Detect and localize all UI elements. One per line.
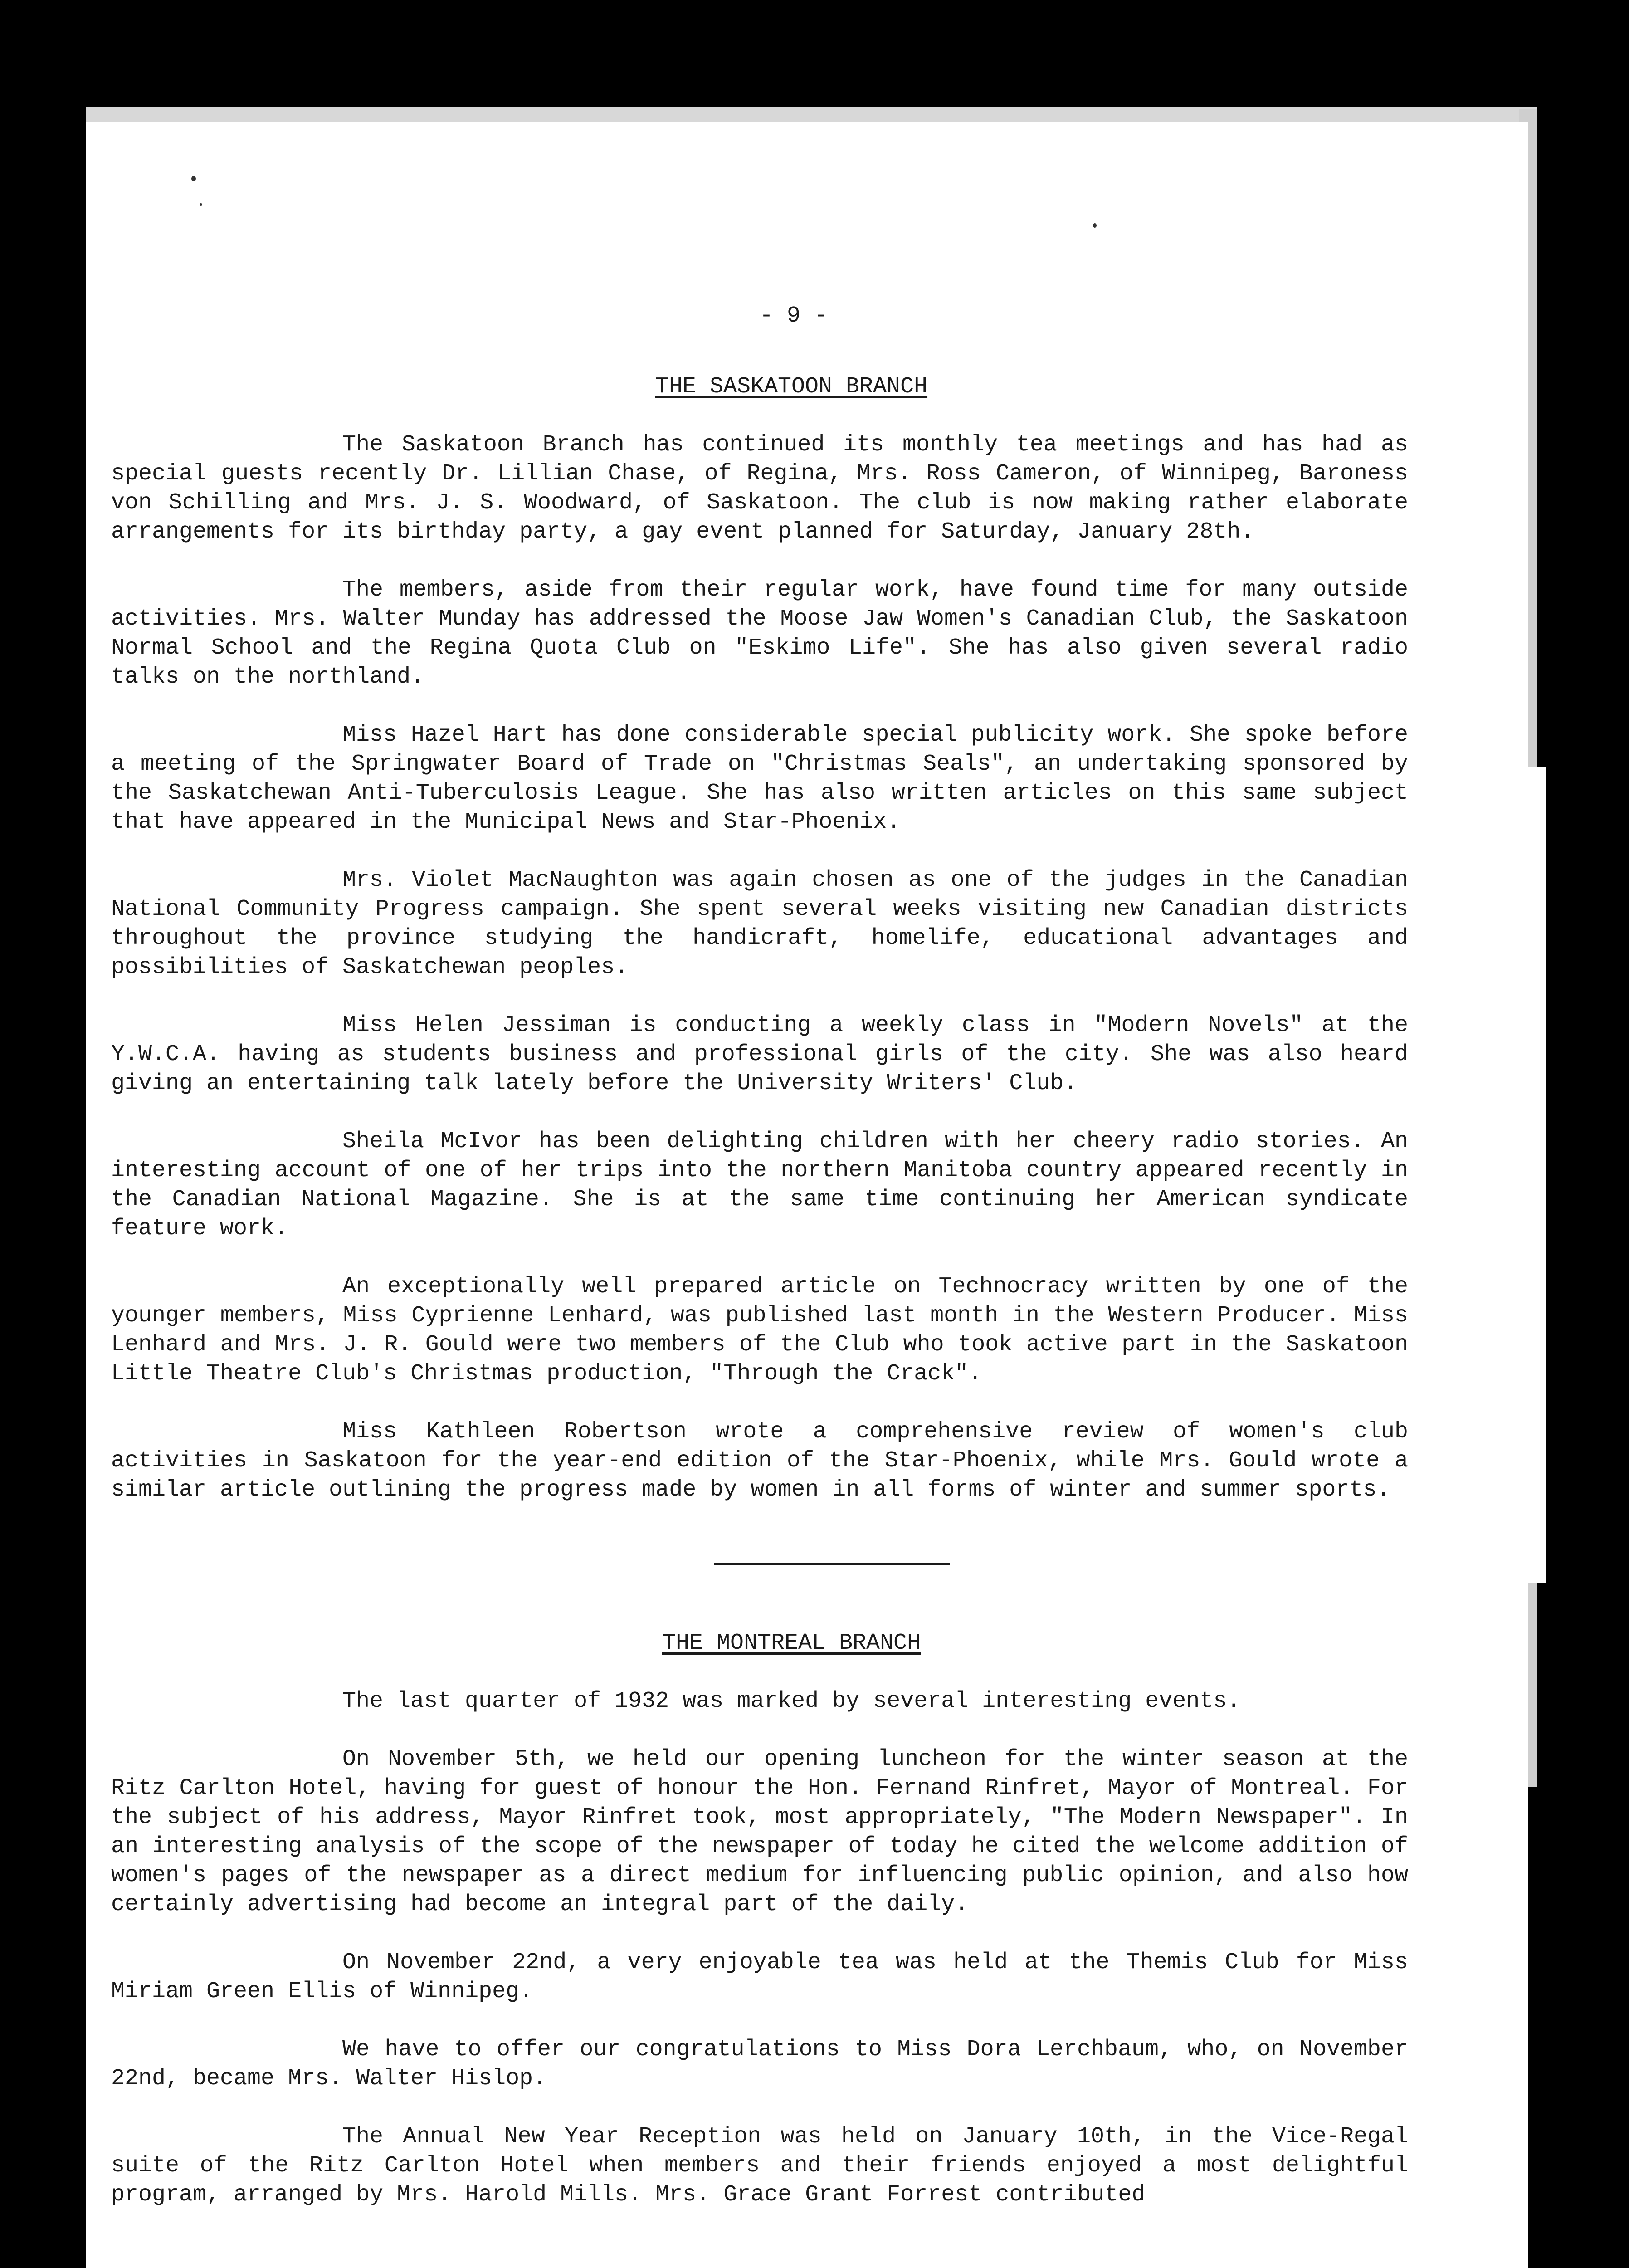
saskatoon-paragraph: Miss Hazel Hart has done considerable special publicity work. She spoke before a meeting of the Springwater Board of Trade on "Christmas Seals", an undertaking sponsored by the Saskatchewan Anti-Tuberculosis League. She has also written articles on this same subject that have appeared in the Municipal News and Star-Phoenix.	[111, 722, 1408, 835]
saskatoon-heading	[111, 372, 1408, 401]
saskatoon-paragraph: Miss Helen Jessiman is conducting a weekly class in "Modern Novels" at the Y.W.C.A. having as students business and professional girls of the city. She was also heard giving an entertaining talk lately before the University Writers' Club.	[111, 1012, 1408, 1096]
montreal-paragraph: We have to offer our congratulations to Miss Dora Lerchbaum, who, on November 22nd, became Mrs. Walter Hislop.	[111, 2037, 1408, 2092]
saskatoon-paragraph: Miss Kathleen Robertson wrote a comprehensive review of women's club activities in Saskatoon for the year-end edition of the Star-Phoenix, while Mrs. Gould wrote a similar article outlining the progress made by women in all forms of winter and summer sports.	[111, 1419, 1408, 1503]
saskatoon-paragraph: The Saskatoon Branch has continued its monthly tea meetings and has had as special guests recently Dr. Lillian Chase, of Regina, Mrs. Ross Cameron, of Winnipeg, Baroness von Schilling and Mrs. J. S. Woodward, of Saskatoon. The club is now making rather elaborate arrangements for its birthday party, a gay event planned for Saturday, January 28th.	[111, 432, 1408, 545]
scan-speck	[191, 176, 196, 181]
saskatoon-paragraph: Sheila McIvor has been delighting children with her cheery radio stories. An interesting account of one of her trips into the northern Manitoba country appeared recently in the Canadian National Magazine. She is at the same time continuing her American syndicate feature work.	[111, 1129, 1408, 1242]
document-body	[111, 191, 1408, 2209]
montreal-paragraph: The Annual New Year Reception was held on January 10th, in the Vice-Regal suite of the Ritz Carlton Hotel when members and their friends enjoyed a most delightful program, arranged by Mrs. Harold Mills. Mrs. Grace Grant Forrest contributed	[111, 2124, 1408, 2208]
section-divider	[714, 1563, 950, 1565]
montreal-paragraph: The last quarter of 1932 was marked by several interesting events.	[342, 1688, 1241, 1714]
saskatoon-paragraph: Mrs. Violet MacNaughton was again chosen as one of the judges in the Canadian National Community Progress campaign. She spent several weeks visiting new Canadian districts throughout the province studying the handicraft, homelife, educational advantages and possibilities of Saskatchewan peoples.	[111, 867, 1408, 980]
montreal-paragraph: On November 22nd, a very enjoyable tea was held at the Themis Club for Miss Miriam Green Ellis of Winnipeg.	[111, 1950, 1408, 2004]
page-edge-highlight	[1528, 767, 1546, 1583]
saskatoon-paragraph: The members, aside from their regular work, have found time for many outside activities. Mrs. Walter Munday has addressed the Moose Jaw Women's Canadian Club, the Saskatoon Normal School and the Regina Quota Club on "Eskimo Life". She has also given several radio talks on the northland.	[111, 577, 1408, 690]
page-number: - 9 -	[759, 303, 828, 329]
montreal-paragraph: On November 5th, we held our opening luncheon for the winter season at the Ritz Carlton Hotel, having for guest of honour the Hon. Fernand Rinfret, Mayor of Montreal. For the subject of his address, Mayor Rinfret took, most appropriately, "The Modern Newspaper". In an interesting analysis of the scope of the newspaper of today he cited the welcome addition of women's pages of the newspaper as a direct medium for influencing public opinion, and also how certainly advertising had become an integral part of the daily.	[111, 1746, 1408, 1917]
montreal-heading	[111, 1629, 1408, 1658]
montreal-heading-text: THE MONTREAL BRANCH	[662, 1630, 921, 1656]
saskatoon-paragraph: An exceptionally well prepared article on Technocracy written by one of the younger members, Miss Cyprienne Lenhard, was published last month in the Western Producer. Miss Lenhard and Mrs. J. R. Gould were two members of the Club who took active part in the Saskatoon Little Theatre Club's Christmas production, "Through the Crack".	[111, 1274, 1408, 1387]
saskatoon-heading-text: THE SASKATOON BRANCH	[655, 374, 928, 400]
